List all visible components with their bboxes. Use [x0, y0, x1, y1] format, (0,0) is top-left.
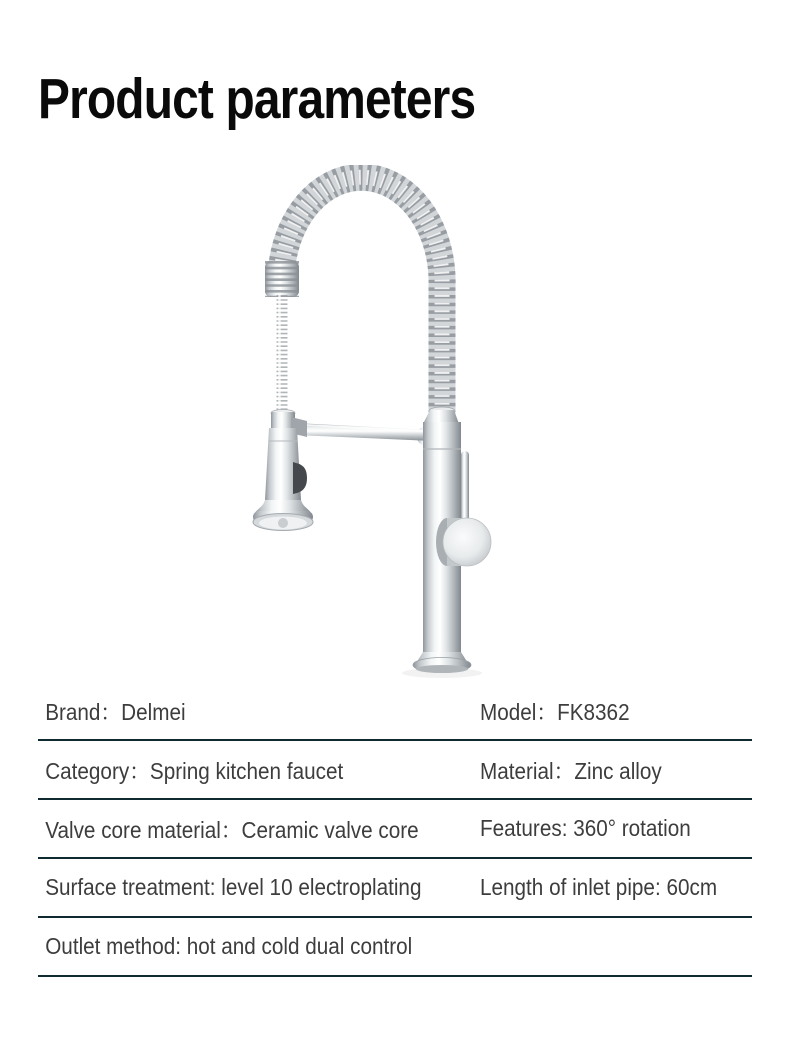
spec-row [38, 918, 752, 977]
spring-coil [281, 177, 442, 412]
sprayer-head [253, 410, 313, 531]
coil-stop [265, 261, 299, 297]
spec-cell-left: Category：Spring kitchen faucet [45, 758, 344, 784]
spring-kitchen-faucet-illustration [195, 165, 595, 685]
sprayer-paddle [293, 462, 307, 494]
spec-cell-left: Valve core material：Ceramic valve core [45, 817, 419, 843]
spec-cell-right: Length of inlet pipe: 60cm [480, 874, 718, 900]
spec-cell-right: Material：Zinc alloy [480, 758, 662, 784]
product-image [195, 165, 595, 685]
spec-cell-left: Brand：Delmei [45, 699, 186, 725]
page-title: Product parameters [38, 67, 476, 131]
spec-cell-right: Features: 360° rotation [480, 815, 691, 841]
support-arm [295, 423, 436, 446]
spec-row [38, 741, 752, 800]
spec-row [38, 800, 752, 859]
spec-cell-left: Surface treatment: level 10 electroplating [45, 874, 422, 900]
faucet-base [413, 652, 471, 673]
spec-cell-right: Model：FK8362 [480, 699, 630, 725]
pull-down-hose [280, 295, 283, 417]
spec-cell-left: Outlet method: hot and cold dual control [45, 933, 413, 959]
spec-row [38, 682, 752, 741]
spec-table [38, 682, 752, 977]
spec-row [38, 859, 752, 918]
